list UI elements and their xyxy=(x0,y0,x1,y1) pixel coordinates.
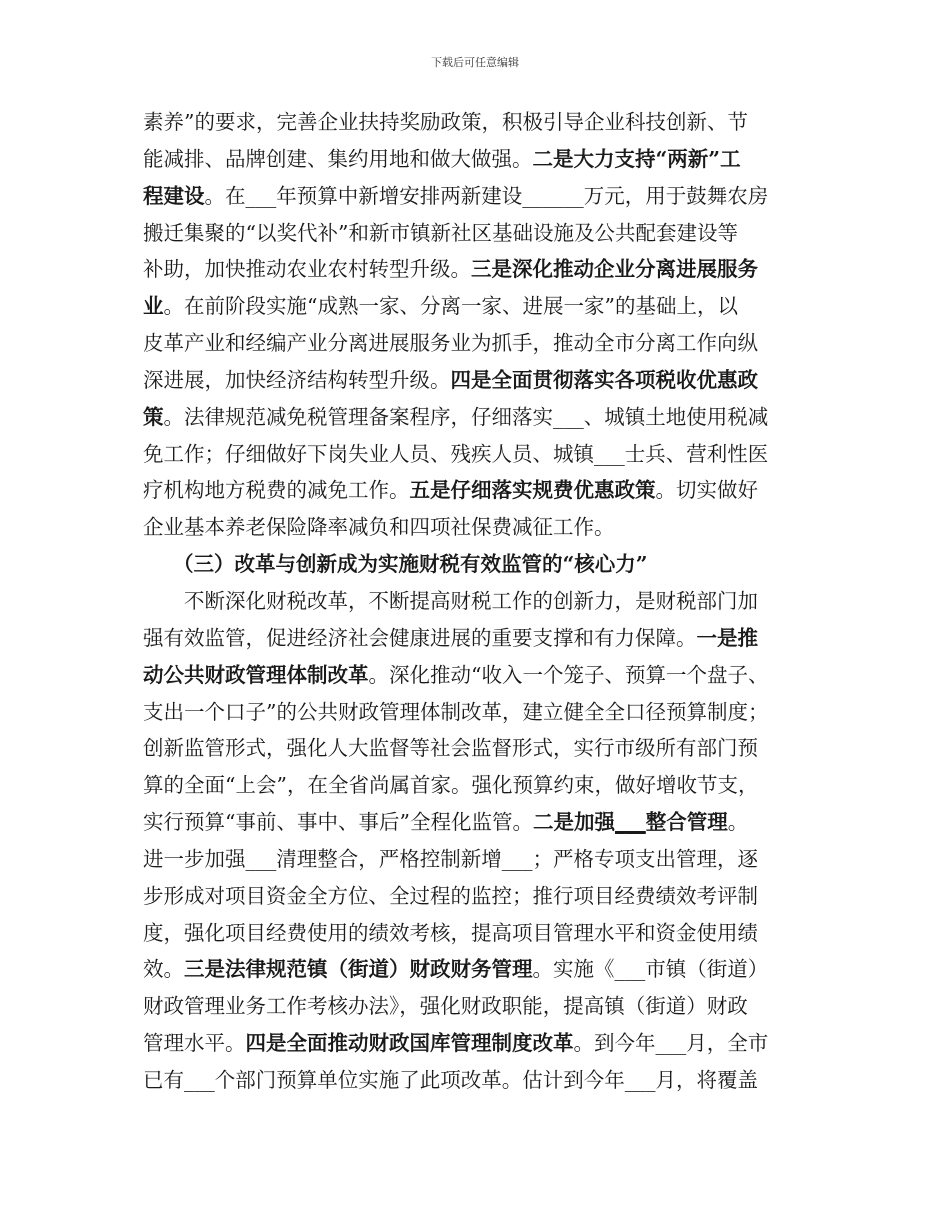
text-line xyxy=(143,325,813,362)
text-run: 能减排、品牌创建、集约用地和做大做强。 xyxy=(143,146,533,171)
text-line xyxy=(143,657,813,694)
bold-text-run: 三是深化推动企业分离进展服务 xyxy=(471,257,758,282)
text-line xyxy=(143,694,813,731)
text-run: 皮革产业和经编产业分离进展服务业为抓手，推动全市分离工作向纵 xyxy=(143,331,758,356)
text-run: 素养”的要求，完善企业扶持奖励政策，积极引导企业科技创新、节 xyxy=(143,110,748,134)
text-run: 步形成对项目资金全方位、全过程的监控；推行项目经费绩效考评制 xyxy=(143,883,758,908)
text-run: 补助，加快推动农业农村转型升级。 xyxy=(143,257,471,282)
text-run: 企业基本养老保险降率减负和四项社保费减征工作。 xyxy=(143,515,615,540)
text-run: 财政管理业务工作考核办法》，强化财政职能，提高镇（街道）财政 xyxy=(143,994,748,1019)
text-line xyxy=(143,178,813,215)
bold-text-run: 三是法律规范镇（街道）财政财务管理 xyxy=(184,957,533,982)
bold-text-run: 四是全面贯彻落实各项税收优惠政 xyxy=(450,367,758,392)
text-run: 深进展，加快经济结构转型升级。 xyxy=(143,367,451,392)
text-run: 。在前阶段实施“成熟一家、分离一家、进展一家”的基础上，以 xyxy=(163,294,738,319)
text-run: 强有效监管，促进经济社会健康进展的重要支撑和有力保障。 xyxy=(143,625,697,650)
text-line xyxy=(143,104,813,141)
text-line xyxy=(143,1025,813,1062)
text-run: 。 xyxy=(727,810,749,835)
text-line xyxy=(143,804,813,841)
bold-text-run: 四是全面推动财政国库管理制度改革 xyxy=(245,1031,574,1056)
bold-text-run: 二是大力支持“两新”工 xyxy=(532,146,741,171)
bold-text-run: 策 xyxy=(143,404,164,429)
text-line xyxy=(143,583,813,620)
text-run: 搬迁集聚的“以奖代补”和新市镇新社区基础设施及公共配套建设等 xyxy=(143,220,738,245)
paragraph-reform-innovation xyxy=(143,583,813,1099)
text-run: 管理水平。 xyxy=(143,1031,246,1056)
text-line xyxy=(143,399,813,436)
text-run: 算的全面“上会”，在全省尚属首家。强化预算约束，做好增收节支， xyxy=(143,773,759,798)
text-line xyxy=(143,251,813,288)
text-run: 创新监管形式，强化人大监督等社会监督形式，实行市级所有部门预 xyxy=(143,736,758,761)
text-run: 效。 xyxy=(143,957,184,982)
text-line xyxy=(143,730,813,767)
text-run: 已有___个部门预算单位实施了此项改革。估计到今年___月，将覆盖 xyxy=(143,1067,758,1092)
text-line xyxy=(143,141,813,178)
text-run: 免工作；仔细做好下岗失业人员、残疾人员、城镇___士兵、营利性医 xyxy=(143,441,769,466)
text-run: 。法律规范减免税管理备案程序，仔细落实___、城镇土地使用税减 xyxy=(163,404,769,429)
text-line xyxy=(143,288,813,325)
text-run: 疗机构地方税费的减免工作。 xyxy=(143,478,410,503)
text-run: 。在___年预算中新增安排两新建设______万元，用于鼓舞农房 xyxy=(204,183,769,208)
text-run: 。到今年___月，全市 xyxy=(573,1031,769,1056)
text-line xyxy=(143,988,813,1025)
text-line xyxy=(143,878,813,915)
text-line xyxy=(143,436,813,473)
bold-text-run: 动公共财政管理体制改革 xyxy=(143,662,369,687)
bold-text-run: 程建设 xyxy=(143,183,205,208)
text-line xyxy=(143,362,813,399)
text-run: 进一步加强___清理整合，严格控制新增___；严格专项支出管理，逐 xyxy=(143,846,758,871)
text-run: 实行预算“事前、事中、事后”全程化监管。 xyxy=(143,810,533,835)
bold-text-run: 业 xyxy=(143,294,164,319)
text-line xyxy=(143,841,813,878)
paragraph-incentive-policies xyxy=(143,104,813,546)
document-body xyxy=(143,104,813,1099)
text-run: 支出一个口子”的公共财政管理体制改革，建立健全全口径预算制度； xyxy=(143,699,769,724)
text-line xyxy=(143,620,813,657)
text-line xyxy=(143,509,813,546)
text-run: 。深化推动“收入一个笼子、预算一个盘子、 xyxy=(368,662,769,687)
bold-text-run: 五是仔细落实规费优惠政策 xyxy=(409,478,656,503)
section-heading-3: （三）改革与创新成为实施财税有效监管的“核心力” xyxy=(173,552,648,577)
page-header: 下载后可任意编辑 xyxy=(431,56,519,69)
text-line xyxy=(143,215,813,252)
text-line xyxy=(143,767,813,804)
bold-text-run: 一是推 xyxy=(696,625,758,650)
text-run: 。实施《___市镇（街道） xyxy=(532,957,769,982)
text-line xyxy=(143,951,813,988)
text-line xyxy=(143,1062,813,1099)
text-run: 。切实做好 xyxy=(655,478,758,503)
text-line xyxy=(143,915,813,952)
text-run: 不断深化财税改革，不断提高财税工作的创新力，是财税部门加 xyxy=(184,588,758,613)
text-run: 度，强化项目经费使用的绩效考核，提高项目管理水平和资金使用绩 xyxy=(143,920,758,945)
bold-text-run: 二是加强 xyxy=(532,810,615,835)
bold-text-run: 整合管理 xyxy=(645,810,728,835)
text-line xyxy=(143,472,813,509)
bold-text-run: ___ xyxy=(614,810,646,835)
